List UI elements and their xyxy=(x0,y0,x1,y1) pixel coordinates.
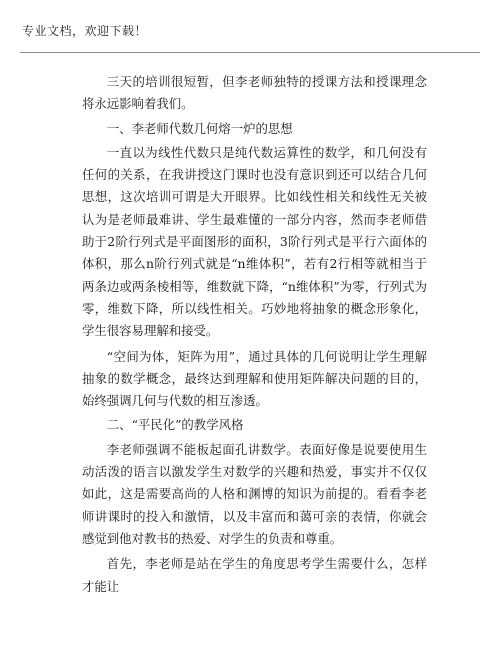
intro-paragraph: 三天的培训很短暂，但李老师独特的授课方法和授课理念将永远影响着我们。 xyxy=(82,74,427,112)
header-divider xyxy=(20,52,480,53)
section-heading-1: 一、李老师代数几何熔一炉的思想 xyxy=(106,120,293,136)
body-paragraph: 一直以为线性代数只是纯代数运算性的数学，和几何没有任何的关系，在我讲授这门课时也没有意识到还可以结合几何思想，这次培训可谓是大开眼界。比如线性相关和线性无关被认为是老师最难讲、学生最难懂的一部分内容，然而李老师借助于2阶行列式是平面图形的面积，3阶行列式是平行六面体的体积，那么n阶行列式就是“n维体积”，若有2行相等就相当于两条边或两条棱相等，维数就下降，“n维体积”为零，行列式为零，维数下降，所以线性相关。巧妙地将抽象的概念形象化，学生很容易理解和接受。 xyxy=(82,144,427,339)
document-header: 专业文档，欢迎下载！ xyxy=(22,24,148,38)
body-paragraph: “空间为体，矩阵为用”，通过具体的几何说明让学生理解抽象的数学概念，最终达到理解和使用矩阵解决问题的目的，始终强调几何与代数的相互渗透。 xyxy=(82,348,427,409)
section-heading-2: 二、“平民化”的教学风格 xyxy=(106,417,244,433)
body-paragraph: 李老师强调不能板起面孔讲数学。表面好像是说要使用生动活泼的语言以激发学生对数学的兴趣和热爱，事实并不仅仅如此，这是需要高尚的人格和渊博的知识为前提的。看看李老师讲课时的投入和激情，以及丰富而和蔼可亲的表情，你就会感觉到他对教书的热爱、对学生的负责和尊重。 xyxy=(82,441,427,546)
document-body xyxy=(82,71,427,598)
body-paragraph: 首先，李老师是站在学生的角度思考学生需要什么，怎样才能让 xyxy=(82,556,427,594)
